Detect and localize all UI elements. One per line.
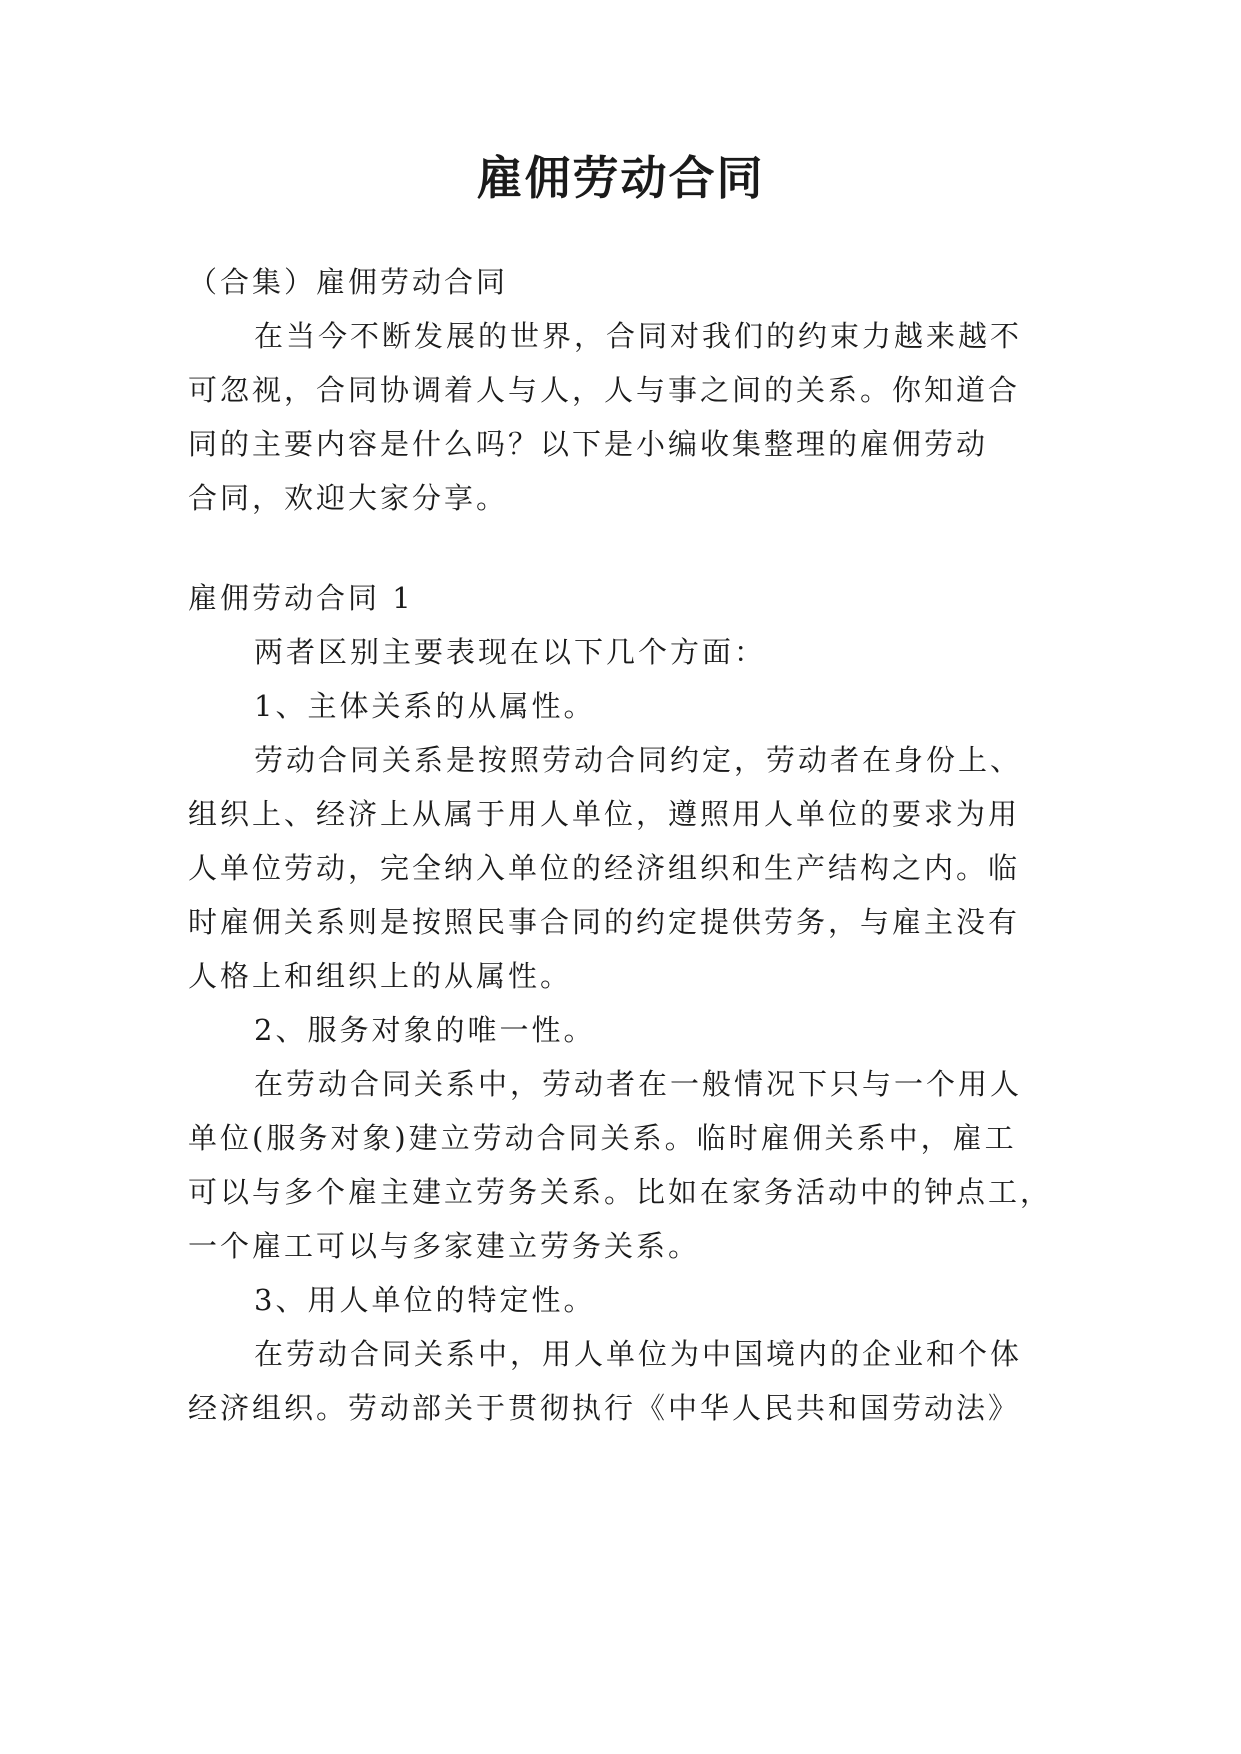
intro-line: 同的主要内容是什么吗？以下是小编收集整理的雇佣劳动 [188,427,989,461]
intro-line: 可忽视，合同协调着人与人，人与事之间的关系。你知道合 [188,373,1021,407]
paragraph-line: 时雇佣关系则是按照民事合同的约定提供劳务，与雇主没有 [188,905,1021,939]
document-title: 雇佣劳动合同 [476,151,765,205]
paragraph-line: 一个雇工可以与多家建立劳务关系。 [188,1229,701,1263]
point-heading: 1、主体关系的从属性。 [254,689,596,723]
section-lead: 两者区别主要表现在以下几个方面： [254,635,767,669]
paragraph-line: 可以与多个雇主建立劳务关系。比如在家务活动中的钟点工， [188,1175,1053,1209]
point-heading: 2、服务对象的唯一性。 [254,1013,596,1047]
intro-line: 在当今不断发展的世界，合同对我们的约束力越来越不 [254,319,1023,353]
paragraph-line: 人单位劳动，完全纳入单位的经济组织和生产结构之内。临 [188,851,1021,885]
point-heading: 3、用人单位的特定性。 [254,1283,596,1317]
paragraph-line: 经济组织。劳动部关于贯彻执行《中华人民共和国劳动法》 [188,1391,1021,1425]
document-subtitle: （合集）雇佣劳动合同 [188,265,509,299]
section-heading: 雇佣劳动合同 1 [188,581,414,615]
paragraph-line: 劳动合同关系是按照劳动合同约定，劳动者在身份上、 [254,743,1023,777]
intro-line: 合同，欢迎大家分享。 [188,481,509,515]
paragraph-line: 在劳动合同关系中，用人单位为中国境内的企业和个体 [254,1337,1023,1371]
paragraph-line: 单位(服务对象)建立劳动合同关系。临时雇佣关系中，雇工 [188,1121,1017,1155]
paragraph-line: 组织上、经济上从属于用人单位，遵照用人单位的要求为用 [188,797,1021,831]
paragraph-line: 人格上和组织上的从属性。 [188,959,573,993]
paragraph-line: 在劳动合同关系中，劳动者在一般情况下只与一个用人 [254,1067,1023,1101]
